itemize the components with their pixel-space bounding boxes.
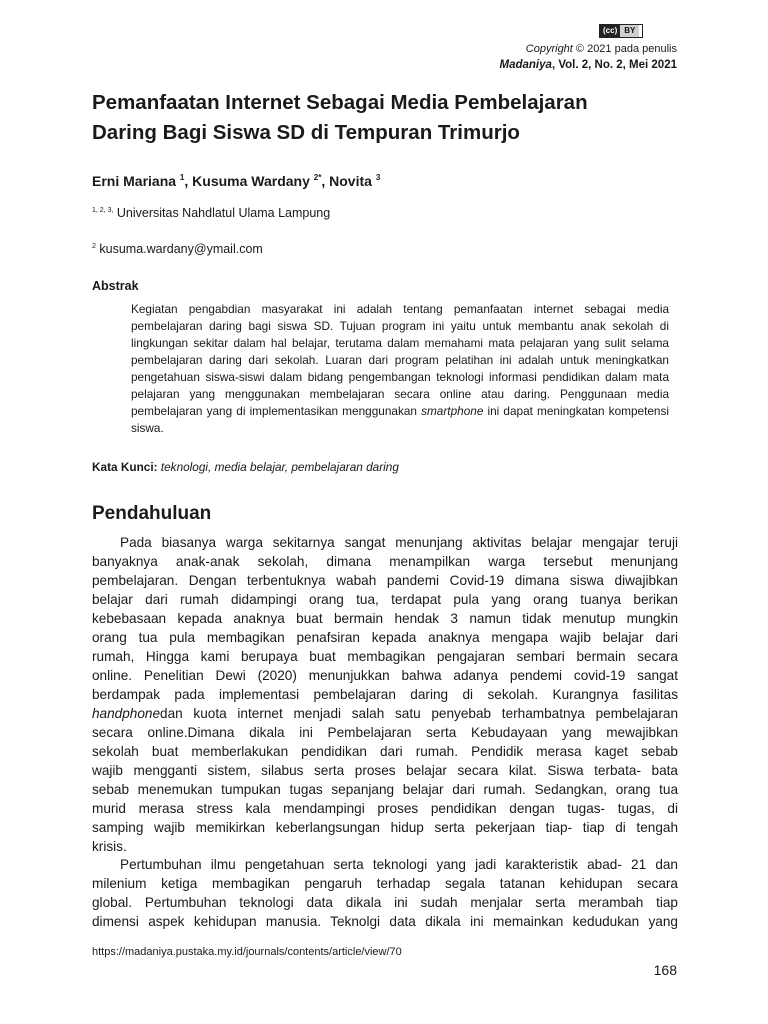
- affiliation-marks: 1, 2, 3,: [92, 207, 114, 214]
- article-url-link[interactable]: https://madaniya.pustaka.my.id/journals/contents/article/view/70: [92, 946, 402, 958]
- by-label: BY: [620, 25, 639, 37]
- paragraph-line: berdampak pada implementasi pembelajaran daring di sekolah. Kurangnya fasilitas: [92, 687, 678, 702]
- copyright-text: © 2021 pada penulis: [572, 43, 677, 55]
- paper-title: [92, 88, 682, 148]
- author-list: Erni Mariana $^1$, Kusuma Wardany $^{2*}$, Novita $^3$: [92, 173, 381, 189]
- journal-citation: [500, 59, 677, 71]
- cc-icon: (cc): [600, 25, 620, 37]
- paragraph-line: online. Penelitian Dewi (2020) menunjukkan bahwa adanya pendemi covid-19 sangat: [92, 668, 678, 683]
- abstract-body: [131, 301, 669, 437]
- paragraph-line-text: dan kuota internet menjadi salah satu penyebab terhambatnya pembelajaran: [160, 706, 678, 721]
- author-affiliation-mark: 1: [179, 173, 185, 182]
- section-heading: Pendahuluan: [92, 503, 212, 524]
- paragraph-line: krisis.: [92, 839, 127, 854]
- keywords: [92, 460, 399, 474]
- body-paragraph-2: [92, 855, 678, 931]
- paragraph-line: global. Pertumbuhan teknologi data dikala ini sudah menjalar serta merambah tiap: [92, 895, 678, 910]
- paragraph-line: sebab menemukan tumpukan tugas sepanjang belajar dari rumah. Sedangkan, orang tua: [92, 782, 678, 797]
- journal-volume: , Vol. 2, No. 2, Mei 2021: [551, 59, 677, 71]
- paragraph-line: dimensi aspek kehidupan manusia. Teknolgi data dikala ini memainkan kedudukan yang: [92, 914, 678, 929]
- author-name: Kusuma Wardany: [192, 173, 310, 189]
- copyright-label: Copyright: [525, 43, 573, 55]
- affiliation: [92, 206, 330, 220]
- affiliation-text: Universitas Nahdlatul Ulama Lampung: [116, 206, 331, 220]
- paragraph-line: belajar dari rumah didampingi orang tua, terdapat pula yang orang tuanya berikan: [92, 592, 678, 607]
- paragraph-line: rumah, Hingga kami berupaya buat membagikan pengajaran sembari bermain secara: [92, 649, 678, 664]
- paragraph-line: kebebasaan kepada anaknya buat bermain hendak 3 namun tidak menutup mungkin: [92, 611, 678, 626]
- corresponding-email: [92, 242, 263, 256]
- journal-name: Madaniya: [499, 59, 552, 71]
- paragraph-line: milenium ketiga membagikan pengaruh terhadap segala tatanan kehidupan secara: [92, 876, 678, 891]
- body-paragraph-1: [92, 533, 678, 856]
- abstract-heading: Abstrak: [92, 279, 139, 293]
- title-line-2: Daring Bagi Siswa SD di Tempuran Trimurjo: [92, 121, 520, 144]
- abstract-italic-term: smartphone: [421, 404, 484, 418]
- abstract-text-part: Kegiatan pengabdian masyarakat ini adalah tentang pemanfaatan internet sebagai media pembelajaran daring bagi siswa SD. Tujuan program ini yaitu untuk membantu anak sekolah di lingkungan sekitar dalam hal belajar, terutama dalam memahami mata pelajaran yang sulit selama pembelajaran daring dari sekolah. Luaran dari program pelatihan ini adalah untuk meningkatkan pengetahuan siswa-siswi dalam bidang pengembangan teknologi informasi pendidikan dalam mata pelajaran yang menggunakan membelajaran secara online atau daring. Penggunaan media pembelajaran yang di implementasikan menggunakan: [131, 302, 669, 418]
- author-affiliation-mark: 3: [375, 173, 381, 182]
- abstract-text-part: ini dapat meningkatan kompetensi siswa.: [131, 404, 669, 435]
- paragraph-line: murid merasa stress kala mendampingi proses pendidikan dengan tugas- tugas, di: [92, 801, 678, 816]
- author-name: Erni Mariana: [92, 173, 177, 189]
- paragraph-line: Pertumbuhan ilmu pengetahuan serta teknologi yang jadi karakteristik abad- 21 dan: [120, 857, 678, 872]
- email-text: kusuma.wardany@ymail.com: [99, 242, 263, 256]
- keywords-text: teknologi, media belajar, pembelajaran daring: [160, 460, 399, 474]
- page-number: 168: [653, 962, 677, 978]
- email-mark: 2: [92, 243, 96, 250]
- paragraph-line: pembelajaran. Dengan terbentuknya wabah pandemi Covid-19 dimana siswa diwajibkan: [92, 573, 678, 588]
- paragraph-line: Pada biasanya warga sekitarnya sangat menunjang aktivitas belajar mengajar teruji: [120, 535, 678, 550]
- paragraph-line: wajib mengganti sistem, silabus serta proses belajar secara kilat. Siswa terbata- bata: [92, 763, 678, 778]
- author-affiliation-mark: 2*: [313, 173, 322, 182]
- paragraph-line: [92, 704, 678, 723]
- cc-by-license-badge: [599, 24, 643, 38]
- paragraph-line: banyaknya anak-anak sekolah, dimana menampilkan warga tersebut menunjang: [92, 554, 678, 569]
- paragraph-line: samping wajib memikirkan keberlangsungan hidup serta pekerjaan tiap- tiap di tengah: [92, 820, 678, 835]
- keywords-label: Kata Kunci:: [92, 460, 158, 474]
- paragraph-line: orang tua pula membagikan penafsiran kepada anaknya mengapa wajib belajar dari: [92, 630, 678, 645]
- title-line-1: Pemanfaatan Internet Sebagai Media Pembelajaran: [92, 91, 588, 114]
- copyright-line: [526, 43, 677, 55]
- paragraph-line: sekolah buat memberlakukan pendidikan dari rumah. Pendidik merasa kaget sebab: [92, 744, 678, 759]
- author-name: Novita: [329, 173, 372, 189]
- paragraph-line: secara online.Dimana dikala ini Pembelajaran serta Kebudayaan yang mewajibkan: [92, 725, 678, 740]
- italic-term: handphone: [92, 706, 161, 721]
